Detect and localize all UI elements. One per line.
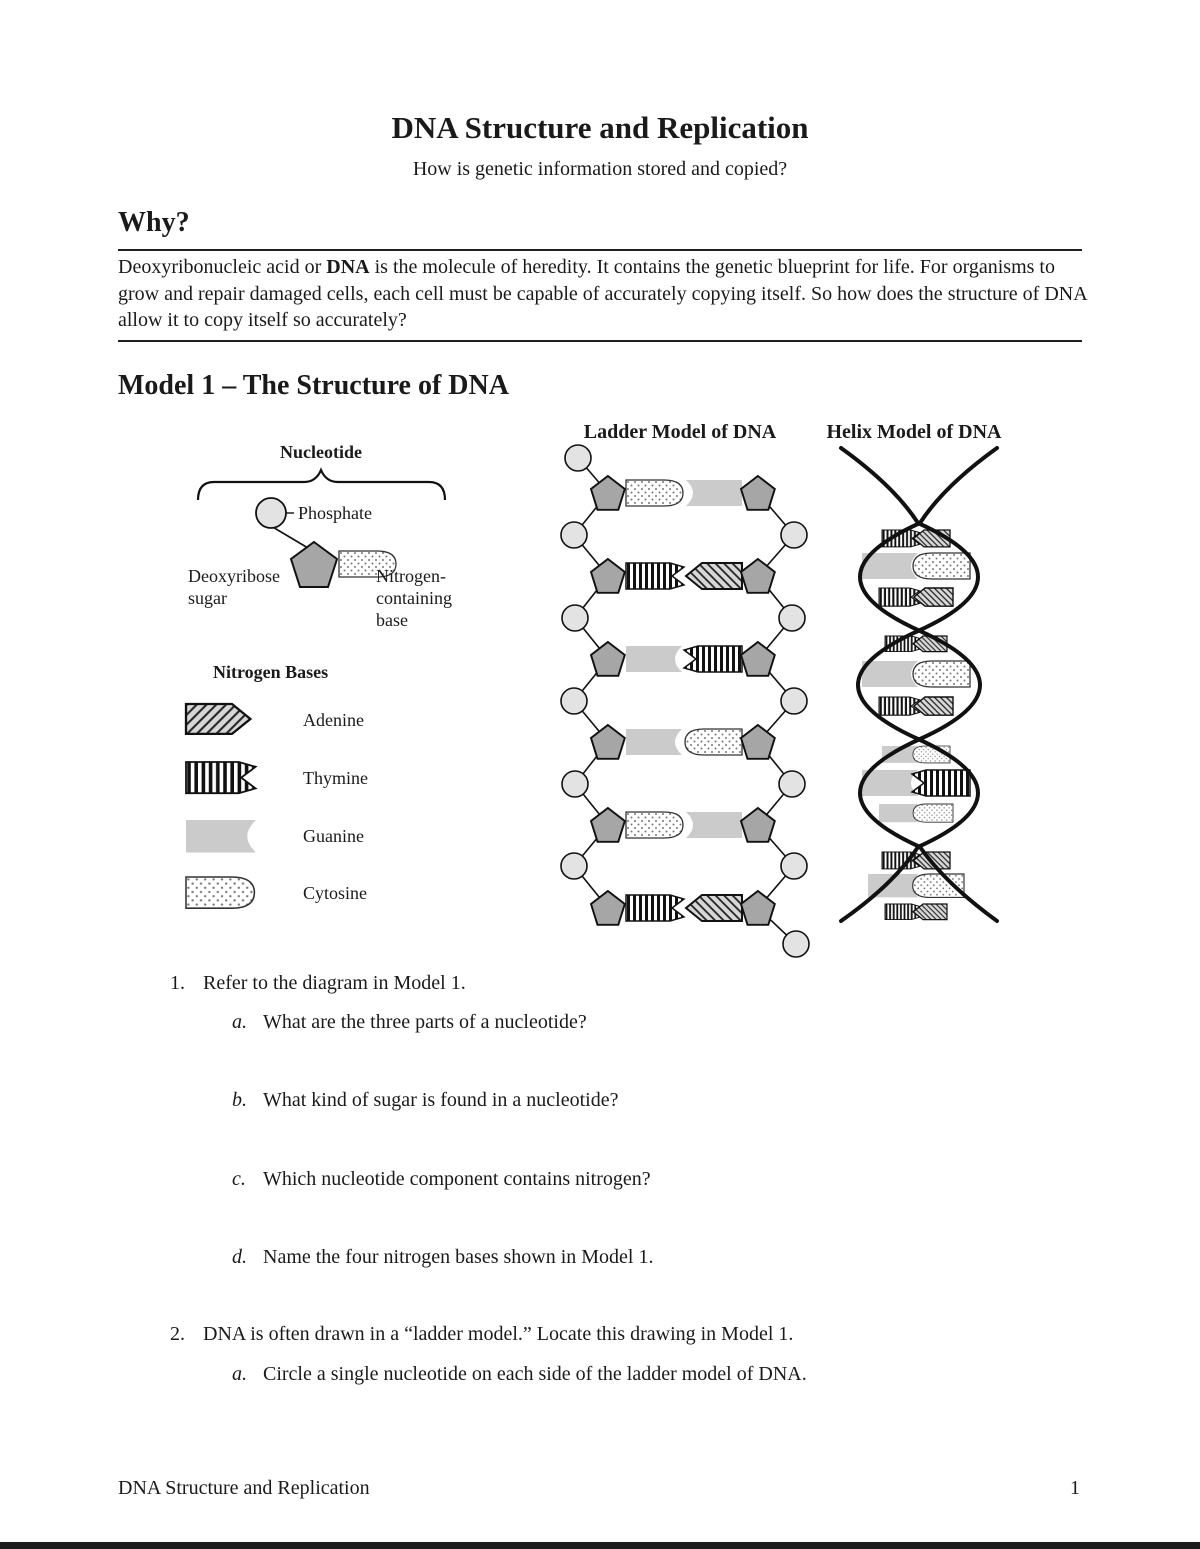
guanine-icon — [186, 820, 256, 853]
question-1c-letter: c. — [232, 1168, 246, 1190]
why-heading: Why? — [118, 207, 190, 238]
cytosine-icon — [186, 877, 254, 908]
ladder-model — [561, 421, 809, 957]
base-label-line3: base — [376, 610, 408, 630]
sugar-pentagon-icon — [291, 542, 337, 587]
footer-page-number: 1 — [1070, 1477, 1080, 1499]
question-2a-letter: a. — [232, 1363, 247, 1385]
question-1c — [232, 1168, 651, 1191]
brace-icon — [198, 470, 445, 500]
question-1-text: Refer to the diagram in Model 1. — [203, 972, 466, 994]
helix-base-pairs — [862, 530, 970, 920]
cytosine-label: Cytosine — [303, 883, 368, 903]
ladder-sugars — [591, 476, 775, 925]
scan-edge-bar — [0, 1542, 1200, 1549]
question-1b-text: What kind of sugar is found in a nucleotide? — [263, 1089, 619, 1111]
ladder-phosphates — [561, 445, 809, 957]
why-text-bold-dna: DNA — [326, 256, 370, 278]
why-text-pre: Deoxyribonucleic acid or — [118, 256, 327, 278]
adenine-label: Adenine — [303, 710, 364, 730]
divider-bottom — [118, 340, 1082, 342]
question-1d-text: Name the four nitrogen bases shown in Model 1. — [263, 1246, 654, 1268]
question-1b — [232, 1089, 618, 1112]
question-2-text: DNA is often drawn in a “ladder model.” Locate this drawing in Model 1. — [203, 1323, 794, 1345]
page-subtitle: How is genetic information stored and copied? — [412, 158, 788, 180]
thymine-icon — [186, 762, 256, 793]
question-1a — [232, 1011, 587, 1034]
question-2-number: 2. — [170, 1323, 185, 1345]
base-label-line1: Nitrogen- — [376, 566, 446, 586]
question-1b-letter: b. — [232, 1089, 247, 1111]
nucleotide-diagram — [188, 442, 452, 630]
page-title: DNA Structure and Replication — [391, 110, 809, 145]
model1-heading: Model 1 – The Structure of DNA — [118, 370, 509, 401]
sugar-label-line1: Deoxyribose — [188, 566, 280, 586]
ladder-model-heading: Ladder Model of DNA — [583, 421, 777, 443]
question-1a-text: What are the three parts of a nucleotide? — [263, 1011, 587, 1033]
divider-top — [118, 249, 1082, 251]
question-1d — [232, 1246, 653, 1269]
question-2a-text: Circle a single nucleotide on each side of the ladder model of DNA. — [263, 1363, 807, 1385]
helix-model — [827, 421, 1003, 921]
question-1-number: 1. — [170, 972, 185, 994]
question-1d-letter: d. — [232, 1246, 247, 1268]
phosphate-circle-icon — [256, 498, 286, 528]
question-1a-letter: a. — [232, 1011, 247, 1033]
question-2a — [232, 1363, 807, 1386]
nitrogen-bases-heading: Nitrogen Bases — [213, 662, 329, 682]
model1-diagram — [108, 416, 1088, 964]
adenine-icon — [186, 704, 250, 734]
thymine-label: Thymine — [303, 768, 368, 788]
phosphate-label: Phosphate — [298, 503, 372, 523]
helix-model-heading: Helix Model of DNA — [826, 421, 1002, 443]
question-1 — [170, 972, 466, 995]
sugar-label-line2: sugar — [188, 588, 227, 608]
base-label-line2: containing — [376, 588, 452, 608]
ladder-base-pairs — [626, 480, 742, 921]
footer-title: DNA Structure and Replication — [118, 1477, 370, 1499]
question-2 — [170, 1323, 793, 1346]
nitrogen-bases-legend — [186, 662, 368, 908]
question-1c-text: Which nucleotide component contains nitrogen? — [263, 1168, 651, 1190]
why-text-post: is the molecule of heredity. It contains the genetic blueprint for life. For organisms to grow and repair damaged cells, each cell must be capable of accurately copying itself. So how does the structure of DNA allow it to copy itself so accurately? — [118, 256, 1087, 332]
why-paragraph — [118, 254, 1088, 334]
guanine-label: Guanine — [303, 826, 364, 846]
nucleotide-label: Nucleotide — [280, 442, 362, 462]
